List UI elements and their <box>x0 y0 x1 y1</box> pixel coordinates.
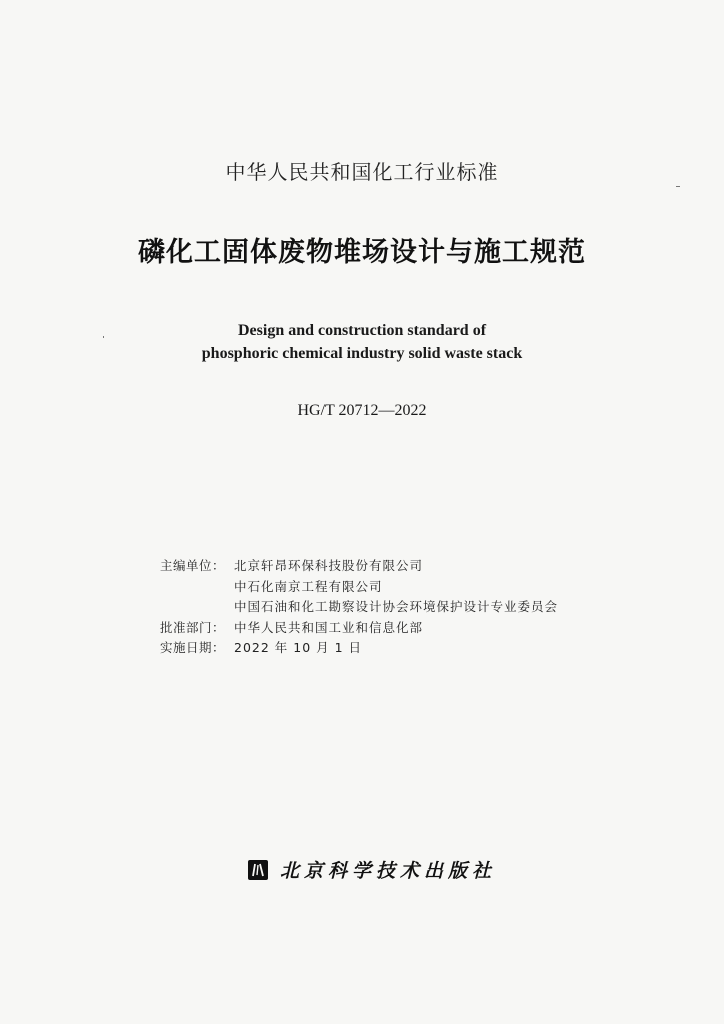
publisher <box>248 856 496 883</box>
date-value: 2022 年 10 月 1 日 <box>234 640 363 655</box>
editor-row <box>160 577 558 598</box>
editor-row <box>160 597 558 618</box>
editor-label: 主编单位： <box>160 558 226 573</box>
editor-row <box>160 556 558 577</box>
title-chinese: 磷化工固体废物堆场设计与施工规范 <box>138 237 586 268</box>
title-english-line2: phosphoric chemical industry solid waste stack <box>201 345 523 362</box>
standard-category: 中华人民共和国化工行业标准 <box>225 160 499 184</box>
approver-label: 批准部门： <box>160 619 226 635</box>
editor-unit-1: 北京轩昂环保科技股份有限公司 <box>234 558 424 573</box>
publication-info <box>160 556 558 659</box>
scan-speck <box>103 336 104 338</box>
editor-unit-2: 中石化南京工程有限公司 <box>234 578 383 594</box>
scan-speck <box>676 186 680 187</box>
date-row <box>160 638 558 659</box>
approver-row <box>160 618 558 639</box>
standard-code: HG/T 20712—2022 <box>297 402 427 419</box>
approver-value: 中华人民共和国工业和信息化部 <box>234 619 424 635</box>
publisher-logo-icon <box>248 860 268 880</box>
editor-unit-3: 中国石油和化工勘察设计协会环境保护设计专业委员会 <box>234 599 559 614</box>
title-english-line1: Design and construction standard of <box>237 322 487 339</box>
publisher-name: 北京科学技术出版社 <box>280 860 497 882</box>
date-label: 实施日期： <box>160 640 226 655</box>
